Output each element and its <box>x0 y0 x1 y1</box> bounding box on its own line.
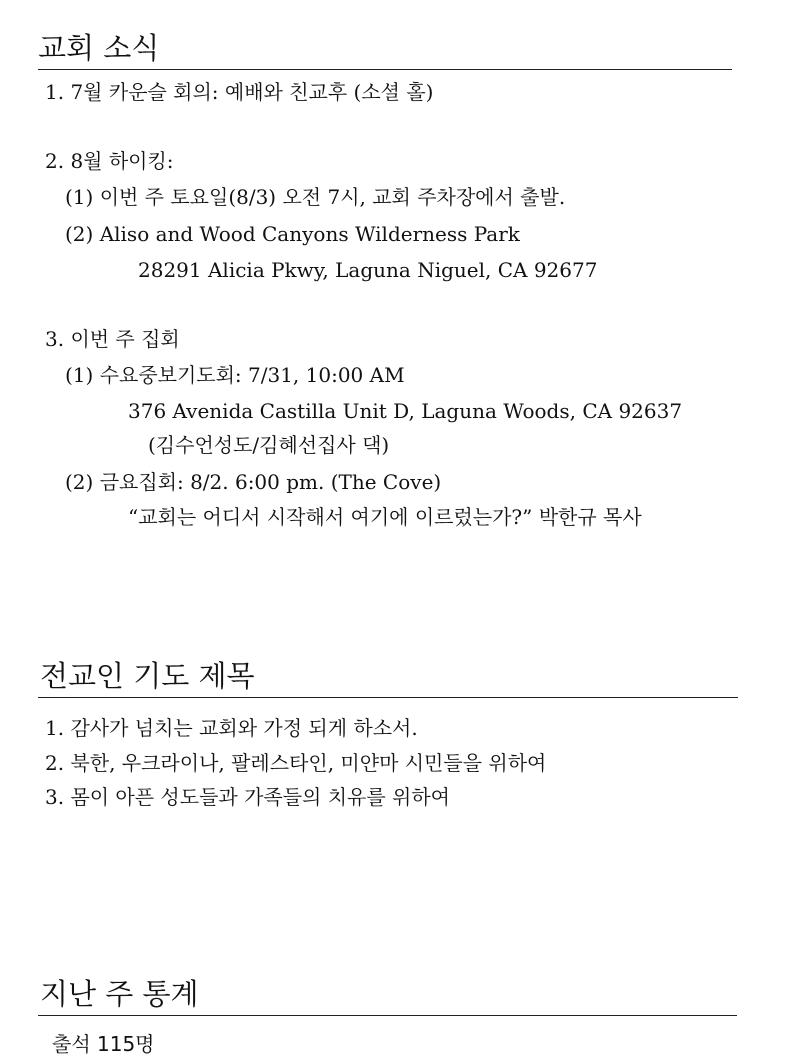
news-item-2: 2. 8월 하이킹: <box>45 149 174 173</box>
news-item-3-sermon: “교회는 어디서 시작해서 여기에 이르렀는가?” 박한규 목사 <box>128 505 642 529</box>
news-item-2-address: 28291 Alicia Pkwy, Laguna Niguel, CA 92677 <box>138 258 598 282</box>
stats-title-underline <box>38 1015 737 1016</box>
news-item-2-detail-1: (1) 이번 주 토요일(8/3) 오전 7시, 교회 주차장에서 출발. <box>65 185 566 209</box>
attendance-count: 출석 115명 <box>52 1032 155 1056</box>
news-item-3-host: (김수언성도/김혜선집사 댁) <box>148 433 390 457</box>
news-item-3-detail-2: (2) 금요집회: 8/2. 6:00 pm. (The Cove) <box>65 470 442 494</box>
news-item-3: 3. 이번 주 집회 <box>45 327 180 351</box>
prayer-item-2: 2. 북한, 우크라이나, 팔레스타인, 미얀마 시민들을 위하여 <box>45 751 547 775</box>
news-title-underline <box>38 69 732 70</box>
prayer-item-1: 1. 감사가 넘치는 교회와 가정 되게 하소서. <box>45 716 418 740</box>
news-section-title: 교회 소식 <box>38 31 160 65</box>
prayer-title-underline <box>38 697 738 698</box>
news-item-1: 1. 7월 카운슬 회의: 예배와 친교후 (소셜 홀) <box>45 80 434 104</box>
news-item-2-detail-2: (2) Aliso and Wood Canyons Wilderness Park <box>65 222 520 246</box>
news-item-3-detail-1: (1) 수요중보기도회: 7/31, 10:00 AM <box>65 363 405 387</box>
news-item-3-address: 376 Avenida Castilla Unit D, Laguna Woods, CA 92637 <box>128 399 683 423</box>
stats-section-title: 지난 주 통계 <box>40 977 199 1011</box>
prayer-item-3: 3. 몸이 아픈 성도들과 가족들의 치유를 위하여 <box>45 785 450 809</box>
prayer-section-title: 전교인 기도 제목 <box>40 659 255 693</box>
